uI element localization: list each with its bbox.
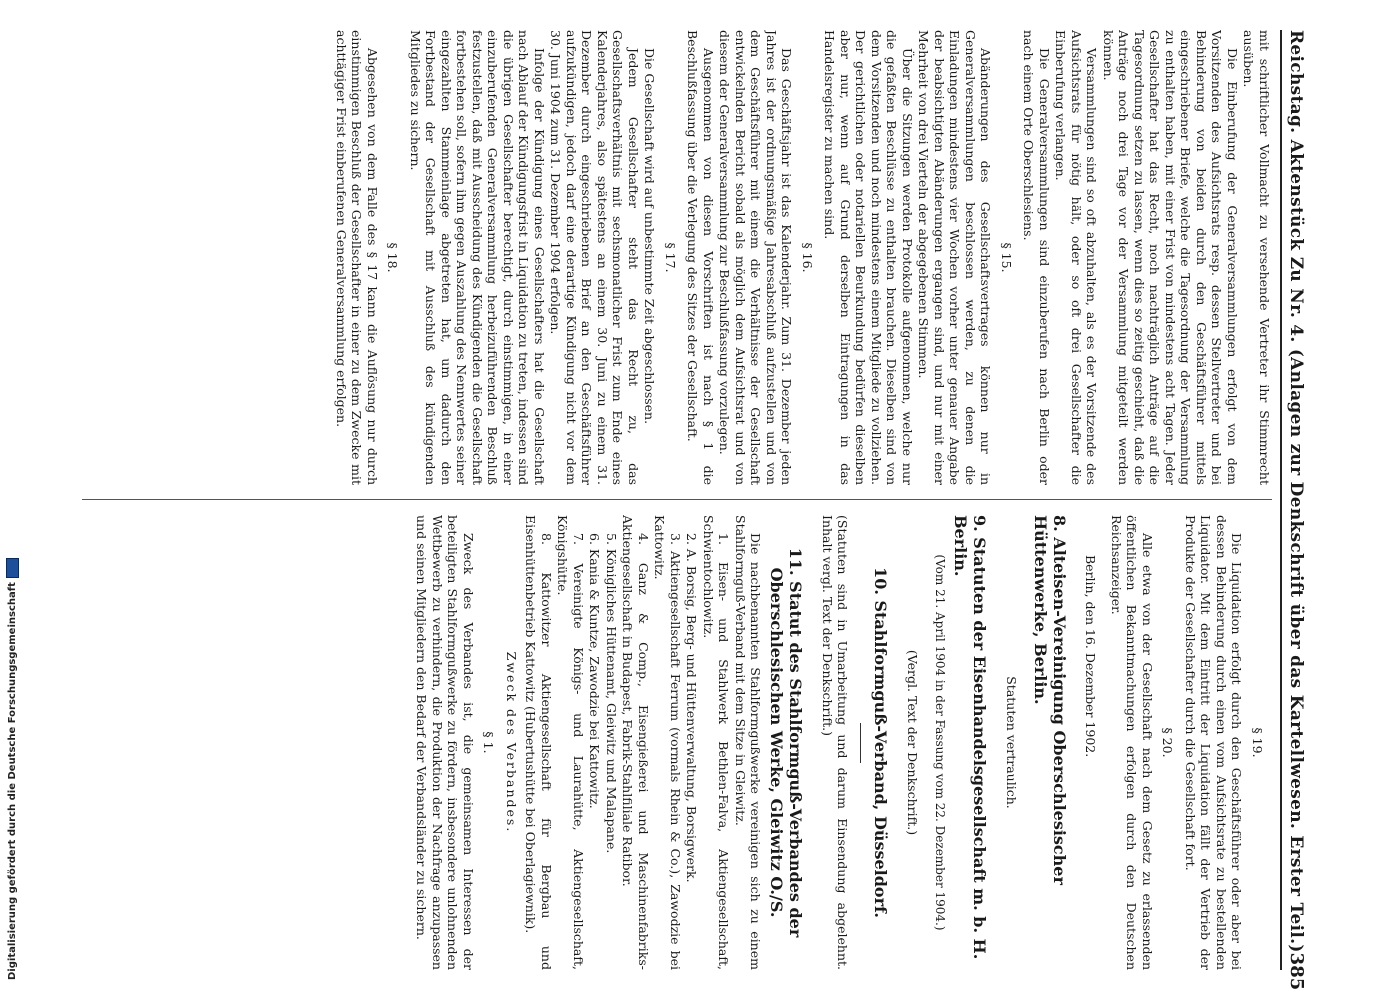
heading-10-note: (Statuten sind in Umarbeitung und darum Einsendung abgelehnt. Inhalt vergl. Text der Denkschrift.): [820, 515, 851, 970]
date-line: Berlin, den 16. Dezember 1902.: [1083, 555, 1099, 758]
list-item: 2. A. Borsig, Berg- und Hüttenverwaltung, Borsigwerk.: [684, 533, 700, 883]
page-number: 385: [1286, 952, 1307, 991]
paragraph: Zweck des Verbandes ist, die gemeinsamen Interessen der beteiligten Stahlformgußwerke zu fördern, insbesondere unlohnenden Wettbewerb zu verhindern, die Produktion der Nachfrage anzupassen und seinen Mitgliedern den Bedarf der Verbandsländer zu sichern.: [414, 515, 476, 970]
paragraph: Alle etwa von der Gesellschaft nach dem Gesetz zu erlassenden öffentlichen Bekanntmachungen erfolgen durch den Deutschen Reichsanzeiger.: [1109, 515, 1155, 970]
page-frame: [70, 30, 1320, 991]
digitization-credit: [5, 0, 19, 980]
paragraph: Über die Sitzungen werden Protokolle aufgenommen, welche nur die gefaßten Beschlüsse zu enthalten brauchen. Dieselben sind von dem Vorsitzenden und noch mindestens einem Mitgliede zu vollziehen. Der gerichtlichen oder notariellen Beurkundung bedürfen dieselben aber nur, wenn auf Grund derselben Eintragungen in das Handelsregister zu machen sind.: [822, 30, 915, 485]
heading-9: 9. Statuten der Eisenhandelsgesellschaft m. b. H. Berlin.: [951, 515, 990, 960]
heading-10: 10. Stahlformguß-Verband, Düsseldorf.: [871, 567, 891, 918]
section-heading-18: § 18.: [385, 242, 401, 273]
paragraph: Die Liquidation erfolgt durch den Geschäftsführer oder aber bei dessen Behinderung durch einen vom Aufsichtsrate zu bestellenden Liquidator. Mit dem Eintritt der Liquidation fällt der Vertrieb der Produkte der Gesellschafter durch die Gesellschaft fort.: [1183, 515, 1245, 970]
section-heading-17: § 17.: [663, 242, 678, 273]
rotated-page: [70, 30, 1320, 991]
page-header: [1280, 30, 1320, 991]
paragraph: Die Gesellschaft wird auf unbestimmte Zeit abgeschlossen.: [642, 48, 658, 425]
dfg-logo-icon: [6, 558, 19, 578]
paragraph: Die Einberufung der Generalversammlungen erfolgt von dem Vorsitzenden des Aufsichtsrats resp. dessen Stellvertreter und bei Behinderung von beiden durch den Geschäftsführer mittels eingeschriebener Briefe, welche die Tagesordnung der Versammlung zu enthalten haben, mit einer Frist von mindestens acht Tagen. Jeder Gesellschafter hat das Recht, noch nachträglich Anträge auf die Tagesordnung setzen zu lassen, wenn dies so zeitig geschieht, daß die Anträge noch drei Tage vor der Versammlung mitgeteilt werden können.: [1101, 30, 1240, 485]
column-divider: [82, 499, 1272, 500]
section-heading-20: § 20.: [1160, 727, 1176, 758]
intro-paragraph: Die nachbenannten Stahlformgußwerke vereinigen sich zu einem Stahlformguß-Verband mit dem Sitze in Gleiwitz.: [733, 515, 764, 970]
paragraph: mit schriftlicher Vollmacht zu versehende Vertreter ihr Stimmrecht ausüben.: [1241, 30, 1272, 485]
heading-8-note: Statuten vertraulich.: [1004, 676, 1019, 809]
short-rule: [861, 723, 862, 763]
paragraph: Das Geschäftsjahr ist das Kalenderjahr. Zum 31. Dezember jeden Jahres ist der ordnungsmäßige Jahresabschluß aufzustellen und von dem Geschäftsführer mit einem die Verhältnisse der Gesellschaft entwickelnden Bericht sobald als möglich dem Aufsichtsrat und von diesem der Generalversammlung zur Beschlußfassung vorzulegen.: [717, 30, 795, 485]
left-column: [72, 30, 1272, 485]
heading-9-reference: (Vergl. Text der Denkschrift.): [905, 649, 920, 836]
section-title-zweck: Zweck des Verbandes.: [504, 651, 519, 834]
paragraph: Infolge der Kündigung eines Gesellschafters hat die Gesellschaft nach Ablauf der Kündigungsfrist in Liquidation zu treten, indessen sind die übrigen Gesellschafter berechtigt, durch einstimmigen, in einer einzuberufenden Generalversammlung herbeizuführenden Beschluß festzustellen, daß mit Ausscheidung des Kündigenden die Gesellschaft fortbestehen soll, sofern ihm gegen Auszahlung des Nennwertes seiner eingezahlten Stammeinlage abgetreten hat, um dadurch den Fortbestand der Gesellschaft mit Ausschluß des kündigenden Mitgliedes zu sichern.: [408, 30, 547, 485]
paragraph: Abgesehen von dem Falle des § 17 kann die Auflösung nur durch einstimmigen Beschluß der Gesellschafter in einer zu dem Zwecke mit achttägiger Frist einberufenen Generalversammlung erfolgen.: [334, 30, 380, 485]
heading-9-subtitle: (Vom 21. April 1904 in der Fassung vom 22. Dezember 1904.): [933, 554, 948, 931]
list-item: 5. Königliches Hüttenamt, Gleiwitz und Malapane.: [604, 533, 619, 854]
section-heading-15: § 15.: [999, 242, 1014, 273]
section-heading-19: § 19.: [1250, 727, 1265, 758]
paragraph: Jedem Gesellschafter steht das Recht zu, das Gesellschaftsverhältnis mit sechsmonatlicher Frist zum Ende eines Kalenderjahres, also spätestens an einem 30. Juni zu einem 31. Dezember durch eingeschriebenen Brief an den Geschäftsführer aufzukündigen, jedoch darf eine derartige Kündigung nicht vor dem 30. Juni 1904 zum 31. Dezember 1904 erfolgen.: [548, 30, 641, 485]
paragraph: Ausgenommen von diesen Vorschriften ist nach § 1 die Beschlußfassung über die Verlegung des Sitzes der Gesellschaft.: [685, 30, 716, 485]
header-title: Reichstag. Aktenstück Zu Nr. 4. (Anlagen zur Denkschrift über das Kartellwesen. Erster Teil.): [1286, 30, 1306, 953]
right-column: [72, 515, 1272, 970]
heading-11: 11. Statut des Stahlformguß-Verbandes der Oberschlesischen Werke, Gleiwitz O./S.: [767, 547, 806, 938]
credit-text: Digitalisierung gefördert durch die Deutsche Forschungsgemeinschaft: [6, 582, 18, 980]
paragraph: Die Generalversammlungen sind einzuberufen nach Berlin oder nach einem Orte Oberschlesiens.: [1021, 30, 1052, 485]
paragraph: Abänderungen des Gesellschaftsvertrages können nur in Generalversammlungen beschlossen werden, zu denen die Einladungen mindestens vier Wochen vorher unter genauer Angabe der beabsichtigten Abänderungen ergangen sind, und nur mit einer Mehrheit von drei Vierteln der abgegebenen Stimmen.: [916, 30, 994, 485]
section-heading-1: § 1.: [481, 731, 497, 754]
section-heading-16: § 16.: [800, 242, 815, 273]
list-item: 6. Kania & Kuntze, Zawodzie bei Kattowitz.: [587, 533, 603, 809]
heading-8: 8. Alteisen-Vereinigung Oberschlesischer Hüttenwerke, Berlin.: [1031, 515, 1069, 885]
list-item: 3. Aktiengesellschaft Ferrum (vormals Rhein & Co.), Zawodzie bei Kattowitz.: [652, 515, 683, 970]
list-item: 1. Eisen- und Stahlwerk Bethlen-Falva, Aktiengesellschaft, Schwientochlowitz.: [701, 515, 732, 970]
list-item: 4. Ganz & Comp., Eisengießerei und Maschinenfabriks-Aktiengesellschaft in Budapest, Fabrik-Stahlfiliale Ratibor.: [620, 515, 651, 970]
list-item: 8. Kattowitzer Aktiengesellschaft für Bergbau und Eisenhüttenbetrieb Kattowitz (Hubertushütte bei Oberlagiewnik).: [523, 515, 554, 970]
list-item: 7. Vereinigte Königs- und Laurahütte, Aktiengesellschaft, Königshütte.: [555, 515, 586, 970]
paragraph: Versammlungen sind so oft abzuhalten, als es der Vorsitzende des Aufsichtsrats für nötig hält, oder so oft drei Gesellschafter die Einberufung verlangen.: [1053, 30, 1100, 485]
